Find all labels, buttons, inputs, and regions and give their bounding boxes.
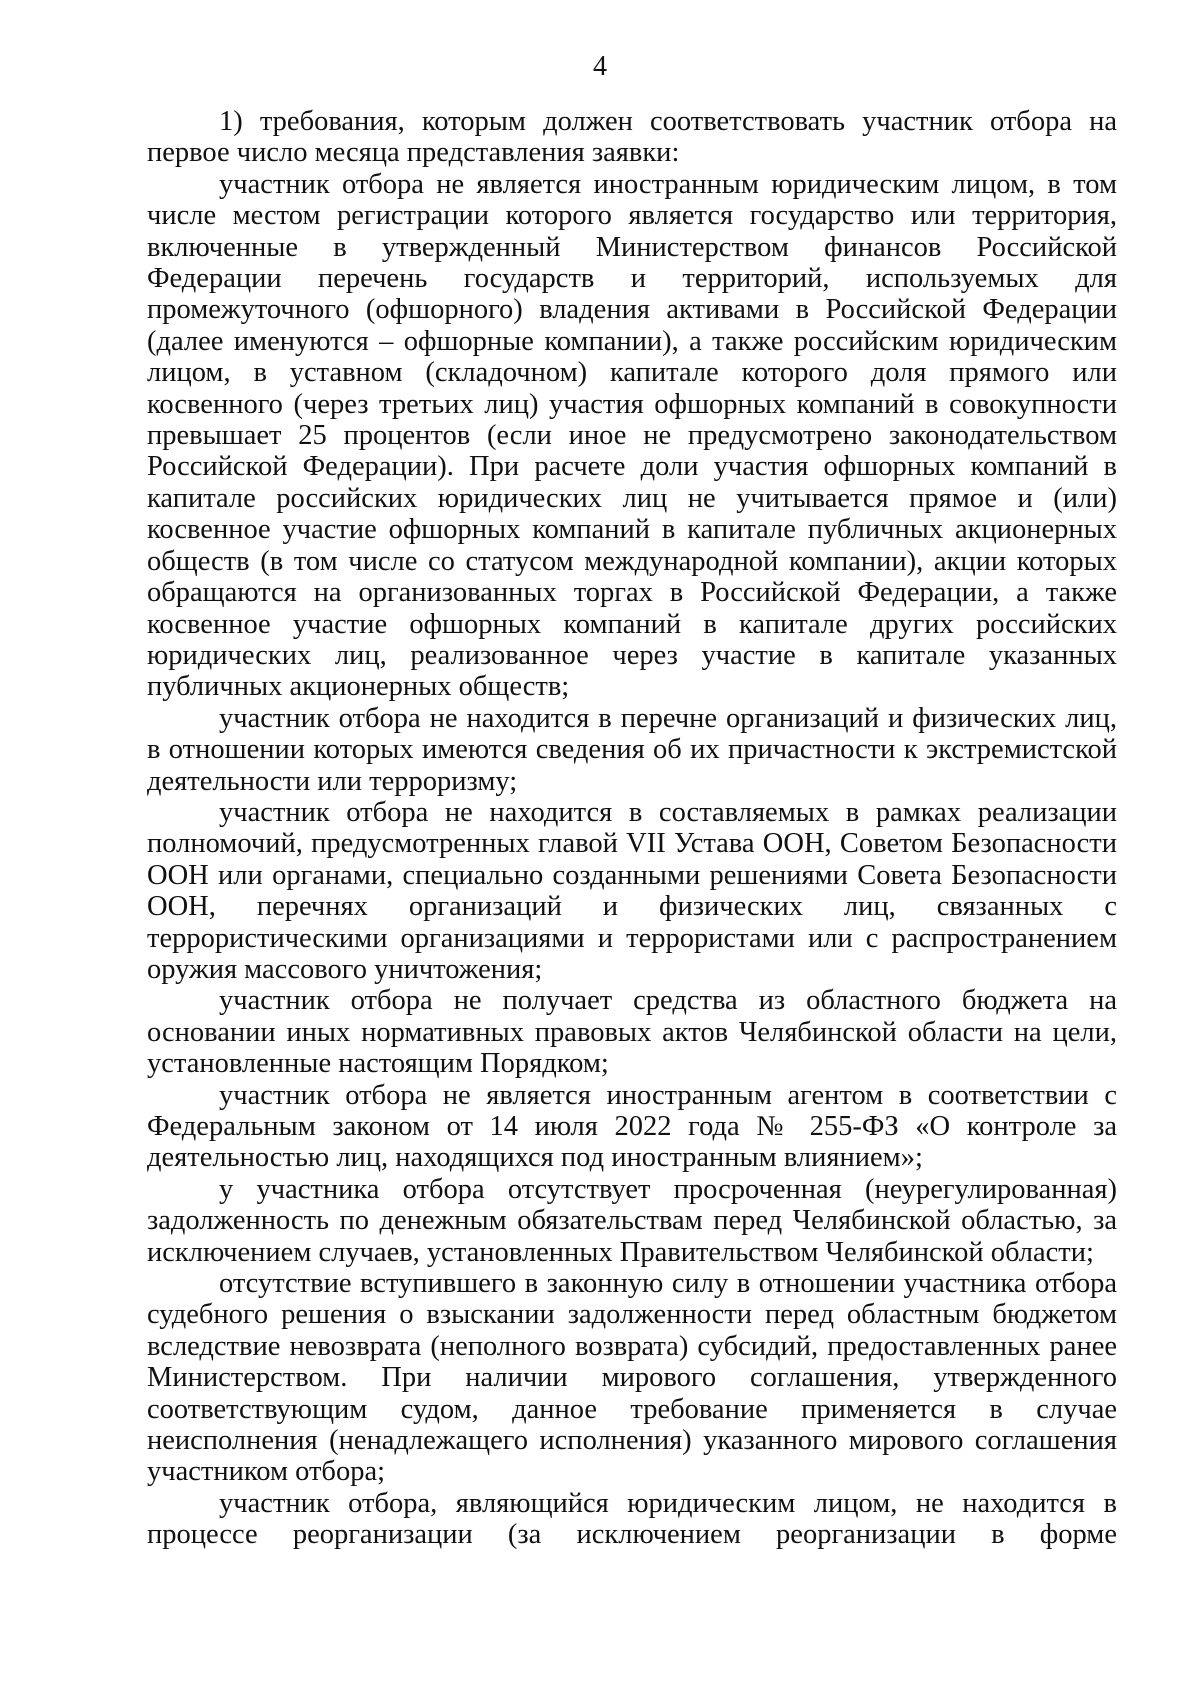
paragraph-requirements-intro: 1) требования, которым должен соответствовать участник отбора на первое число месяца представления заявки: — [147, 106, 1117, 169]
paragraph-reorganization: участник отбора, являющийся юридическим лицом, не находится в процессе реорганизации (за исключением реорганизации в форме — [147, 1487, 1117, 1551]
paragraph-court-decision: отсутствие вступившего в законную силу в отношении участника отбора судебного решения о взыскании задолженности перед областным бюджетом вследствие невозврата (неполного возврата) субсидий, предоставленных ранее Министерством. При наличии мирового соглашения, утвержденного соответствующим судом, данное требование применяется в случае неисполнения (ненадлежащего исполнения) указанного мирового соглашения участником отбора; — [147, 1268, 1117, 1488]
paragraph-offshore-companies: участник отбора не является иностранным юридическим лицом, в том числе местом регистрации которого является государство или территория, включенные в утвержденный Министерством финансов Российской Федерации перечень государств и территорий, используемых для промежуточного (офшорного) владения активами в Российской Федерации (далее именуются – офшорные компании), а также российским юридическим лицом, в уставном (складочном) капитале которого доля прямого или косвенного (через третьих лиц) участия офшорных компаний в совокупности превышает 25 процентов (если иное не предусмотрено законодательством Российской Федерации). При расчете доли участия офшорных компаний в капитале российских юридических лиц не учитывается прямое и (или) косвенное участие офшорных компаний в капитале публичных акционерных обществ (в том числе со статусом международной компании), акции которых обращаются на организованных торгах в Российской Федерации, а также косвенное участие офшорных компаний в капитале других российских юридических лиц, реализованное через участие в капитале указанных публичных акционерных обществ; — [147, 168, 1117, 703]
document-body — [147, 106, 1117, 1551]
page-number: 4 — [593, 51, 607, 82]
paragraph-foreign-agent: участник отбора не является иностранным агентом в соответствии с Федеральным законом от 14 июля 2022 года № 255-ФЗ «О контроле за деятельностью лиц, находящихся под иностранным влиянием»; — [147, 1079, 1117, 1174]
paragraph-overdue-debt: у участника отбора отсутствует просроченная (неурегулированная) задолженность по денежным обязательствам перед Челябинской областью, за исключением случаев, установленных Правительством Челябинской области; — [147, 1173, 1117, 1268]
paragraph-regional-budget: участник отбора не получает средства из областного бюджета на основании иных нормативных правовых актов Челябинской области на цели, установленные настоящим Порядком; — [147, 985, 1117, 1080]
paragraph-extremism-list: участник отбора не находится в перечне организаций и физических лиц, в отношении которых имеются сведения об их причастности к экстремистской деятельности или терроризму; — [147, 702, 1117, 797]
paragraph-un-security-council: участник отбора не находится в составляемых в рамках реализации полномочий, предусмотренных главой VII Устава ООН, Советом Безопасности ООН или органами, специально созданными решениями Совета Безопасности ООН, перечнях организаций и физических лиц, связанных с террористическими организациями и террористами или с распространением оружия массового уничтожения; — [147, 796, 1117, 985]
